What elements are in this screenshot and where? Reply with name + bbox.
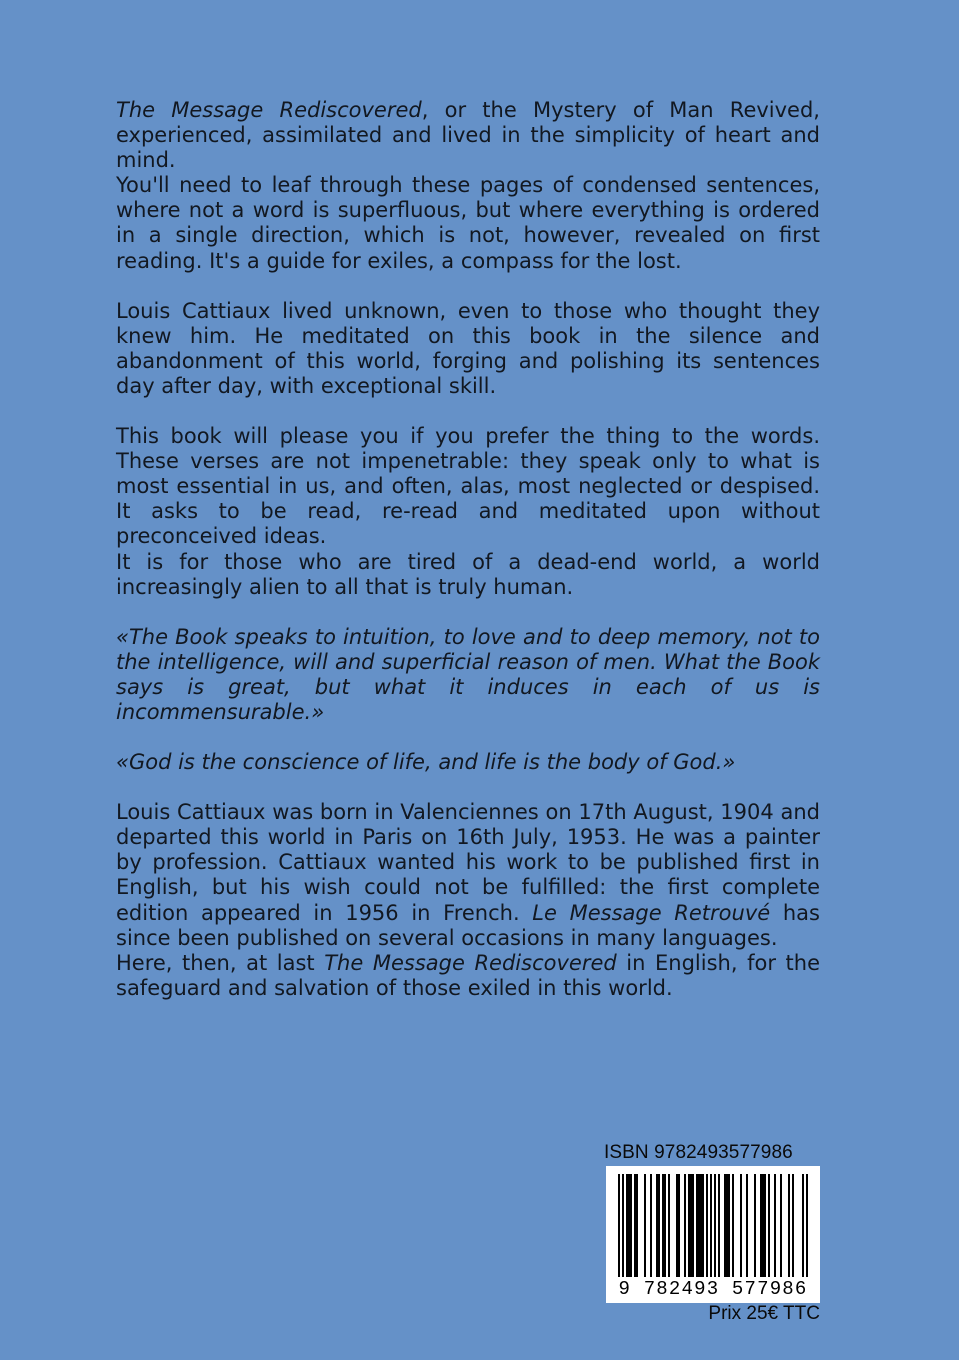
barcode-bar bbox=[636, 1174, 638, 1277]
verses-paragraph: This book will please you if you prefer the thing to the words. These verses are not impenetrable: they speak only to what is most essential in us, and often, alas, most neglected or despised. It asks to be read, re-read and meditated upon without preconceived ideas. bbox=[116, 424, 820, 549]
barcode-bar bbox=[706, 1174, 708, 1277]
barcode-bar bbox=[718, 1174, 720, 1277]
biography-text-1: Louis Cattiaux was born in Valenciennes on 17th August, 1904 and departed this world in Paris on 16th July, 1953. He was a painter by profession. Cattiaux wanted his work to be published first in English, but his wish could not be fulfilled: the first complete edition appeared in 1956 in French. bbox=[116, 800, 820, 925]
dead-end-paragraph: It is for those who are tired of a dead-end world, a world increasingly alien to all that is truly human. bbox=[116, 549, 820, 599]
barcode-bar bbox=[762, 1174, 764, 1277]
barcode-bar bbox=[702, 1174, 704, 1277]
barcode-bar bbox=[690, 1174, 692, 1277]
barcode-bar bbox=[764, 1174, 766, 1277]
barcode-bar bbox=[664, 1174, 666, 1277]
barcode-bar bbox=[760, 1174, 762, 1277]
author-paragraph: Louis Cattiaux lived unknown, even to those who thought they knew him. He meditated on this book in the silence and abandonment of this world, forging and polishing its sentences day after day, with exceptional skill. bbox=[116, 298, 820, 398]
intro-paragraph bbox=[116, 98, 820, 173]
closing-text-1: Here, then, at last bbox=[116, 950, 325, 975]
quote-intuition: «The Book speaks to intuition, to love and to deep memory, not to the intelligence, will and superficial reason of men. What the Book says is great, but what it induces in each of us is incommensurable.» bbox=[116, 624, 820, 724]
barcode-digits: 9 782493 577986 bbox=[606, 1277, 820, 1301]
barcode-bar bbox=[780, 1174, 782, 1277]
barcode-bar bbox=[746, 1174, 748, 1277]
barcode-bar bbox=[768, 1174, 770, 1277]
barcode-bar bbox=[668, 1174, 670, 1277]
barcode-bar bbox=[700, 1174, 702, 1277]
barcode-bar bbox=[626, 1174, 628, 1277]
barcode-bar bbox=[678, 1174, 680, 1277]
isbn-label: ISBN 9782493577986 bbox=[604, 1142, 793, 1163]
barcode-bar bbox=[644, 1174, 646, 1277]
barcode-bar bbox=[662, 1174, 664, 1277]
barcode-bar bbox=[650, 1174, 652, 1277]
barcode-bar bbox=[688, 1174, 690, 1277]
barcode-bar bbox=[732, 1174, 734, 1277]
biography-paragraph bbox=[116, 800, 820, 951]
barcode-bar bbox=[788, 1174, 790, 1277]
barcode-bar bbox=[634, 1174, 636, 1277]
barcode-bar bbox=[698, 1174, 700, 1277]
quote-god: «God is the conscience of life, and life is the body of God.» bbox=[116, 750, 736, 775]
closing-text-2: in English, for the safeguard and salvation of those exiled in this world. bbox=[116, 950, 821, 1000]
barcode-bar bbox=[774, 1174, 776, 1277]
price-label: Prix 25€ TTC bbox=[708, 1303, 820, 1324]
barcode bbox=[606, 1166, 820, 1303]
barcode-bar bbox=[684, 1174, 686, 1277]
closing-paragraph bbox=[116, 951, 820, 1001]
french-title-italic: Le Message Retrouvé bbox=[532, 900, 771, 925]
barcode-bar bbox=[628, 1174, 630, 1277]
barcode-bar bbox=[658, 1174, 660, 1277]
blurb-text bbox=[116, 98, 820, 1001]
barcode-bar bbox=[728, 1174, 730, 1277]
barcode-bar bbox=[724, 1174, 726, 1277]
barcode-bar bbox=[676, 1174, 678, 1277]
barcode-bar bbox=[726, 1174, 728, 1277]
barcode-bar bbox=[692, 1174, 694, 1277]
book-title-italic: The Message Rediscovered bbox=[116, 98, 422, 122]
english-title-italic: The Message Rediscovered bbox=[324, 950, 617, 975]
barcode-bar bbox=[656, 1174, 658, 1277]
barcode-bar bbox=[696, 1174, 698, 1277]
barcode-bar bbox=[740, 1174, 742, 1277]
biography-text-2: has since been published on several occasions in many languages. bbox=[116, 900, 820, 950]
intro-text: , or the Mystery of Man Revived, experienced, assimilated and lived in the simplicity of heart and mind. bbox=[116, 98, 820, 173]
barcode-bar bbox=[792, 1174, 794, 1277]
guide-paragraph: You'll need to leaf through these pages of condensed sentences, where not a word is superfluous, but where everything is ordered in a single direction, which is not, however, revealed on first reading. It's a guide for exiles, a compass for the lost. bbox=[116, 173, 820, 273]
barcode-bar bbox=[754, 1174, 756, 1277]
barcode-bar bbox=[630, 1174, 632, 1277]
